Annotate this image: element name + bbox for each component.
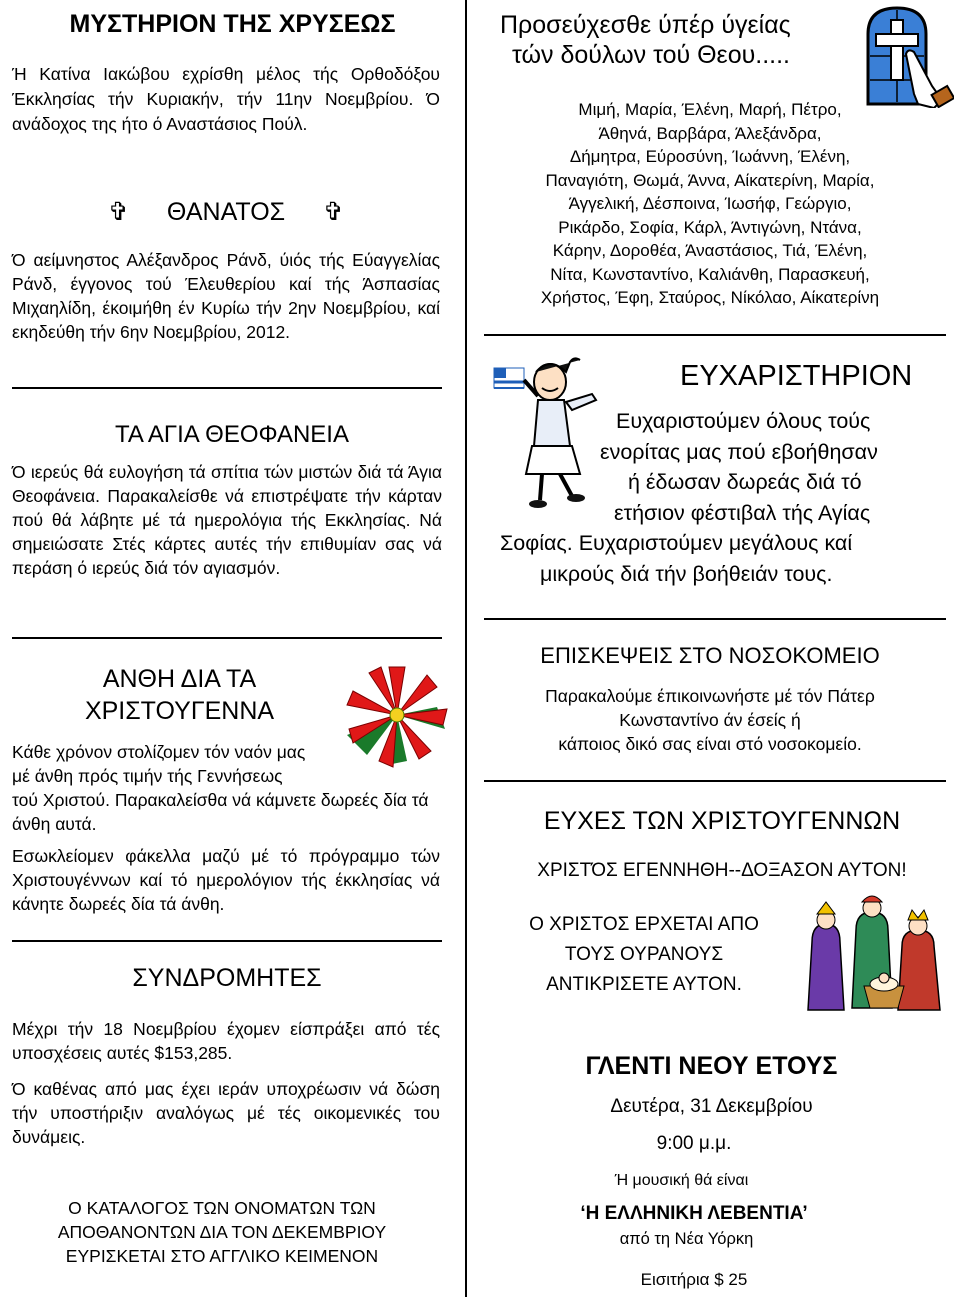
pray-names-line: Παναγιότη, Θωμά, Άννα, Αίκατερίνη, Μαρία, [545,170,875,190]
list-note-line-1: Ο ΚΑΤΑΛΟΓΟΣ ΤΩΝ ΟΝΟΜΑΤΩΝ ΤΩΝ [68,1198,376,1218]
divider [484,780,946,782]
pray-title-line-2: τών δούλων τού Θεου..... [512,41,791,69]
column-divider [465,0,467,1297]
praying-hands-window-icon [862,4,954,108]
pray-names-line: Δήμητρα, Εύροσύνη, Ίωάννη, Έλένη, [569,147,851,166]
divider [12,387,442,389]
wishes-title: ΕΥΧΕΣ ΤΩΝ ΧΡΙΣΤΟΥΓΕΝΝΩΝ [543,807,901,835]
hospital-title: ΕΠΙΣΚΕΨΕΙΣ ΣΤΟ ΝΟΣΟΚΟΜΕΙΟ [540,643,880,668]
pray-names [490,98,930,310]
mystery-body: Ή Κατίνα Ιακώβου εχρίσθη μέλος τής Ορθοδόξου Έκκλησίας τήν Κυριακήν, τήν 11ην Νοεμβρίου. Ό ανάδοχος της ήτο ό Αναστάσιος Πούλ. [12,64,440,134]
wishes-subtitle: ΧΡΙΣΤΌΣ ΕΓΕΝΝΗΘΗ--ΔΟΞΑΣΟΝ ΑΥΤΟΝ! [537,860,907,881]
flowers-line-3: τού Χριστού. Παρακαλείσθα νά κάμνετε δωρεές δία τά άνθη αυτά. [12,790,429,834]
hospital-body [484,684,936,756]
death-title: ΘΑΝΑΤΟΣ [166,198,286,226]
divider [484,618,946,620]
flowers-line-1: Κάθε χρόνον στολίζομεν τόν ναόν μας [12,742,306,762]
pray-names-line: Κάρην, Δοροθέα, Άναστάσιος, Τιά, Έλένη, [552,241,868,260]
party-band: ‘Η ΕΛΛΗΝΙΚΗ ΛΕΒΕΝΤΙΑ’ [580,1203,808,1224]
divider [12,637,442,639]
pray-names-line: Μιμή, Μαρία, Έλένη, Μαρή, Πέτρο, [578,100,842,119]
pray-names-line: Χρήστος, Έφη, Σταύρος, Νίκόλαο, Αίκατερίνη [540,288,880,307]
divider [484,334,946,336]
party-date: Δευτέρα, 31 Δεκεμβρίου [610,1096,813,1117]
pray-title-line-1: Προσεύχεσθε ύπέρ ύγείας [500,11,791,39]
wishes-line: ΑΝΤΙΚΡΙΣΕΤΕ ΑΥΤΟΝ. [546,974,742,995]
dues-body-1: Μέχρι τήν 18 Νοεμβρίου έχομεν είσπράξει από τές υποσχέσεις αυτές $153,285. [12,1019,440,1063]
thanks-body [500,406,955,589]
list-note-line-3: ΕΥΡΙΣΚΕΤΑΙ ΣΤΟ ΑΓΓΛΙΚΟ ΚΕΙΜΕΝΟΝ [65,1246,379,1266]
death-body: Ό αείμνηστος Αλέξανδρος Ράνδ, ύιός τής Εύαγγελίας Ράνδ, έγγονος τού Έλευθερίου καί τής Άσπασίας Μιχαηλίδη, έκοιμήθη έν Κυρίω τήν 2ην Νοεμβρίου, καί εκηδεύθη τήν 6ην Νοεμβρίου, 2012. [12,250,440,342]
party-tickets: Εισιτήρια $ 25 [640,1270,748,1289]
wishes-line: ΤΟΥΣ ΟΥΡΑΝΟΥΣ [564,944,724,965]
hospital-line: κάποιος δικό σας είναι στό νοσοκομείο. [558,734,862,754]
divider [12,940,442,942]
list-note-line-2: ΑΠΟΘΑΝΟΝΤΩΝ ΔΙΑ ΤΟΝ ΔΕΚΕΜΒΡΙΟΥ [57,1222,387,1242]
thanks-line: μικρούς διά τήν βοήθειάν τους. [540,561,833,586]
wishes-body [484,910,804,1000]
thanks-line: Σοφίας. Ευχαριστούμεν μεγάλους καί [500,531,853,555]
theophany-title: ΤΑ ΑΓΙΑ ΘΕΟΦΑΝΕΙΑ [115,421,349,448]
cross-right-icon: ✞ [323,198,344,226]
pray-names-line: Ρικάρδο, Σοφία, Κάρλ, Άντιγώνη, Ντάνα, [558,217,862,237]
cross-left-icon: ✞ [108,198,129,226]
pray-title [500,10,791,70]
thanks-line: ετήσιον φέστιβαλ τής Αγίας [614,500,871,525]
flowers-line-2: μέ άνθη πρός τιμήν τής Γεννήσεως [12,766,283,786]
party-title: ΓΛΕΝΤΙ ΝΕΟΥ ΕΤΟΥΣ [585,1052,838,1080]
thanks-line: ή έδωσαν δωρεάς διά τό [628,470,862,494]
hospital-line: Παρακαλούμε έπικοινωνήστε μέ τόν Πάτερ [545,686,875,706]
hospital-line: Κωνσταντίνο άν έσείς ή [619,710,801,730]
flowers-title-1: ΑΝΘΗ ΔΙΑ ΤΑ [102,665,257,693]
dues-title: ΣΥΝΔΡΟΜΗΤΕΣ [132,964,322,992]
list-note [12,1196,432,1268]
pray-names-line: Νίτα, Κωνσταντίνο, Καλιάνθη, Παρασκευή, [550,264,870,284]
theophany-body: Ό ιερεύς θά ευλογήση τά σπίτια τών μιστών διά τά Άγια Θεοφάνεια. Παρακαλείσθε νά επιστρέψατε τήν κάρταν πού θά λάβητε μέ τά ημερολόγια τής Εκκλησίας. Νά σημειώσατε Στές κάρτες αυτές τήν επιθυμίαν σας νά περάση ό ιερεύς διά τόν αγιασμόν. [12,462,442,578]
thanks-line: Ευχαριστούμεν όλους τούς [616,409,871,433]
thanks-line: ενορίτας μας πού εβοήθησαν [600,439,878,464]
mystery-title: ΜΥΣΤΗΡΙΟΝ ΤΗΣ ΧΡΥΣΕΩΣ [69,10,396,38]
party-from: από τη Νέα Υόρκη [619,1230,754,1248]
pray-names-line: Άθηνά, Βαρβάρα, Άλεξάνδρα, [598,123,822,143]
death-heading [12,197,440,227]
pray-names-line: Άγγελική, Δέσποινα, Ίωσήφ, Γεώργιο, [568,194,852,213]
wishes-line: Ο ΧΡΙΣΤΟΣ ΕΡΧΕΤΑΙ ΑΠΟ [529,914,759,935]
flowers-body-2: Εσωκλείομεν φάκελλα μαζύ μέ τό πρόγραμμο τών Χριστουγέννων καί τό ημερολόγιον τής έκκλησίας νά κάνητε δωρεές δία τά άνθη. [12,846,440,914]
thanks-title: ΕΥΧΑΡΙΣΤΗΡΙΟΝ [680,360,913,392]
party-time: 9:00 μ.μ. [656,1133,732,1154]
dues-body-2: Ό καθένας από μας έχει ιεράν υποχρέωσιν νά δώση τήν υποστήριξιν αναλόγως μέ τές οικομενικές του δυνάμεις. [12,1079,440,1147]
party-music-label: Ή μουσική θά είναι [614,1172,749,1189]
flowers-title-2: ΧΡΙΣΤΟΥΓΕΝΝΑ [84,697,275,725]
nativity-scene-icon [800,890,955,1020]
